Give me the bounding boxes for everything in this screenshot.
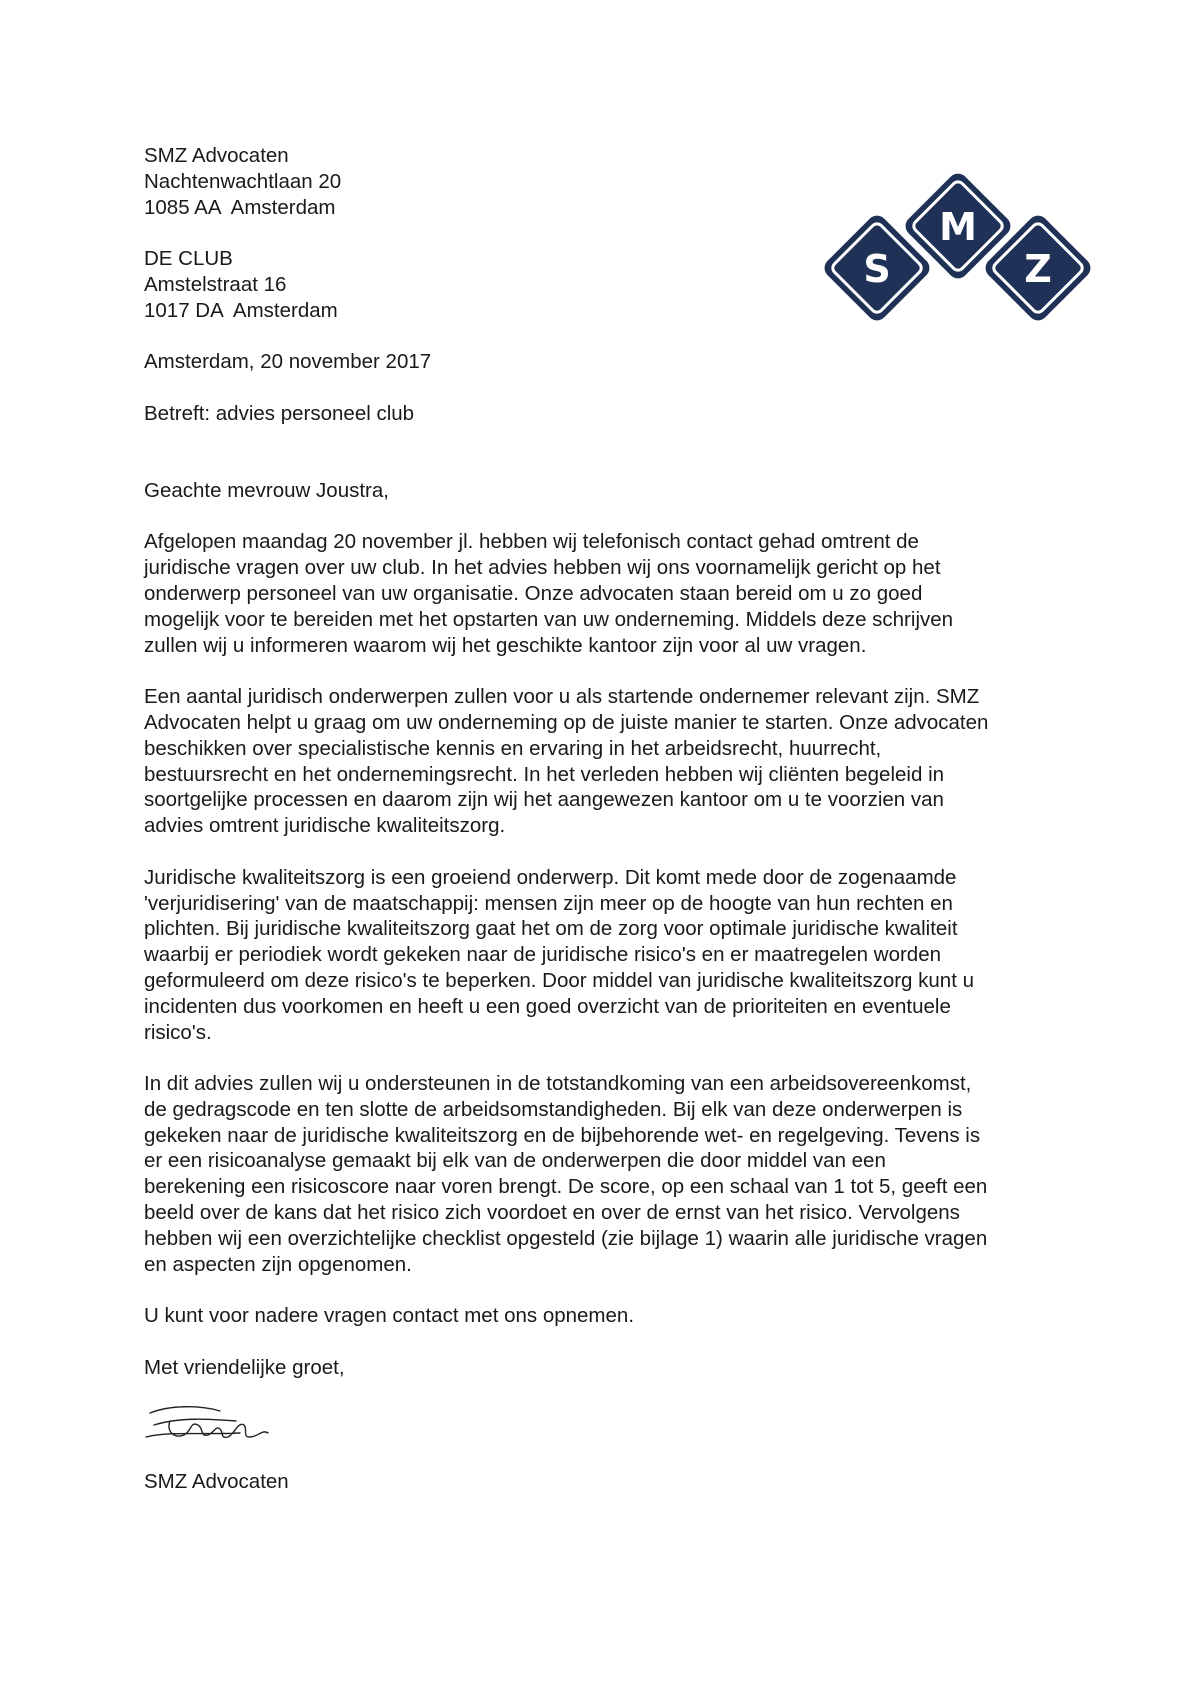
- paragraph-line: soortgelijke processen en daarom zijn wij het aangewezen kantoor om u te voorzien van: [144, 788, 944, 812]
- paragraph-line: U kunt voor nadere vragen contact met ons opnemen.: [144, 1304, 635, 1328]
- closing: Met vriendelijke groet,: [144, 1355, 345, 1379]
- paragraph-line: en aspecten zijn opgenomen.: [144, 1252, 412, 1276]
- svg-text:Z: Z: [1024, 247, 1052, 291]
- sender-city: 1085 AA Amsterdam: [144, 195, 336, 219]
- paragraph-line: hebben wij een overzichtelijke checklist opgesteld (zie bijlage 1) waarin alle juridische vragen: [144, 1226, 988, 1250]
- paragraph: [144, 1303, 1064, 1329]
- paragraph: [144, 1071, 1064, 1277]
- paragraph-line: bestuursrecht en het ondernemingsrecht. In het verleden hebben wij cliënten begeleid in: [144, 762, 945, 786]
- paragraph-line: er een risicoanalyse gemaakt bij elk van de onderwerpen die door middel van een: [144, 1149, 886, 1173]
- sender-name: SMZ Advocaten: [144, 144, 289, 167]
- recipient-address: [144, 246, 1064, 323]
- paragraph-line: geformuleerd om deze risico's te beperken. Door middel van juridische kwaliteitszorg kunt u: [144, 968, 974, 992]
- paragraph-line: mogelijk voor te bereiden met het opstarten van uw onderneming. Middels deze schrijven: [144, 607, 954, 631]
- paragraph-line: Afgelopen maandag 20 november jl. hebben wij telefonisch contact gehad omtrent de: [144, 530, 919, 554]
- svg-text:M: M: [939, 205, 977, 249]
- paragraph-line: In dit advies zullen wij u ondersteunen in de totstandkoming van een arbeidsovereenkomst,: [144, 1072, 972, 1096]
- paragraph-line: Advocaten helpt u graag om uw onderneming op de juiste manier te starten. Onze advocaten: [144, 710, 989, 734]
- paragraph-line: Juridische kwaliteitszorg is een groeiend onderwerp. Dit komt mede door de zogenaamde: [144, 865, 957, 889]
- paragraph-line: gekeken naar de juridische kwaliteitszorg en de bijbehorende wet- en regelgeving. Tevens is: [144, 1123, 981, 1147]
- salutation: Geachte mevrouw Joustra,: [144, 478, 389, 502]
- paragraph-line: de gedragscode en ten slotte de arbeidsomstandigheden. Bij elk van deze onderwerpen is: [144, 1097, 963, 1121]
- paragraph-line: plichten. Bij juridische kwaliteitszorg gaat het om de zorg voor optimale juridische kwaliteit: [144, 917, 958, 941]
- signatory: SMZ Advocaten: [144, 1469, 289, 1493]
- paragraph-line: Een aantal juridisch onderwerpen zullen voor u als startende ondernemer relevant zijn. SMZ: [144, 685, 980, 709]
- body-paragraphs: [144, 529, 1064, 1329]
- paragraph-line: onderwerp personeel van uw organisatie. Onze advocaten staan bereid om u zo goed: [144, 581, 923, 605]
- svg-text:S: S: [863, 247, 891, 291]
- sender-street: Nachtenwachtlaan 20: [144, 169, 342, 193]
- paragraph: [144, 865, 1064, 1046]
- subject-line: Betreft: advies personeel club: [144, 401, 415, 425]
- handwritten-signature-icon: [140, 1391, 290, 1463]
- paragraph-line: advies omtrent juridische kwaliteitszorg.: [144, 814, 506, 838]
- paragraph-line: incidenten dus voorkomen en heeft u een goed overzicht van de prioriteiten en eventuele: [144, 994, 951, 1018]
- paragraph-line: waarbij er periodiek wordt gekeken naar de juridische risico's en er maatregelen worden: [144, 943, 941, 967]
- paragraph-line: 'verjuridisering' van de maatschappij: mensen zijn meer op de hoogte van hun rechten en: [144, 891, 953, 915]
- recipient-name: DE CLUB: [144, 247, 233, 271]
- recipient-city: 1017 DA Amsterdam: [144, 298, 338, 322]
- recipient-street: Amstelstraat 16: [144, 272, 287, 296]
- paragraph-line: juridische vragen over uw club. In het advies hebben wij ons voornamelijk gericht op het: [144, 556, 941, 580]
- paragraph-line: risico's.: [144, 1020, 212, 1044]
- paragraph-line: beeld over de kans dat het risico zich voordoet en over de ernst van het risico. Vervolgens: [144, 1201, 960, 1225]
- paragraph: [144, 684, 1064, 839]
- paragraph-line: zullen wij u informeren waarom wij het geschikte kantoor zijn voor al uw vragen.: [144, 633, 867, 657]
- sender-address: [144, 143, 1064, 220]
- paragraph-line: beschikken over specialistische kennis en ervaring in het arbeidsrecht, huurrecht,: [144, 736, 882, 760]
- paragraph: [144, 529, 1064, 658]
- paragraph-line: berekening een risicoscore naar voren brengt. De score, op een schaal van 1 tot 5, geeft een: [144, 1175, 988, 1199]
- date-line: Amsterdam, 20 november 2017: [144, 350, 432, 374]
- letter-body: [144, 143, 1064, 1494]
